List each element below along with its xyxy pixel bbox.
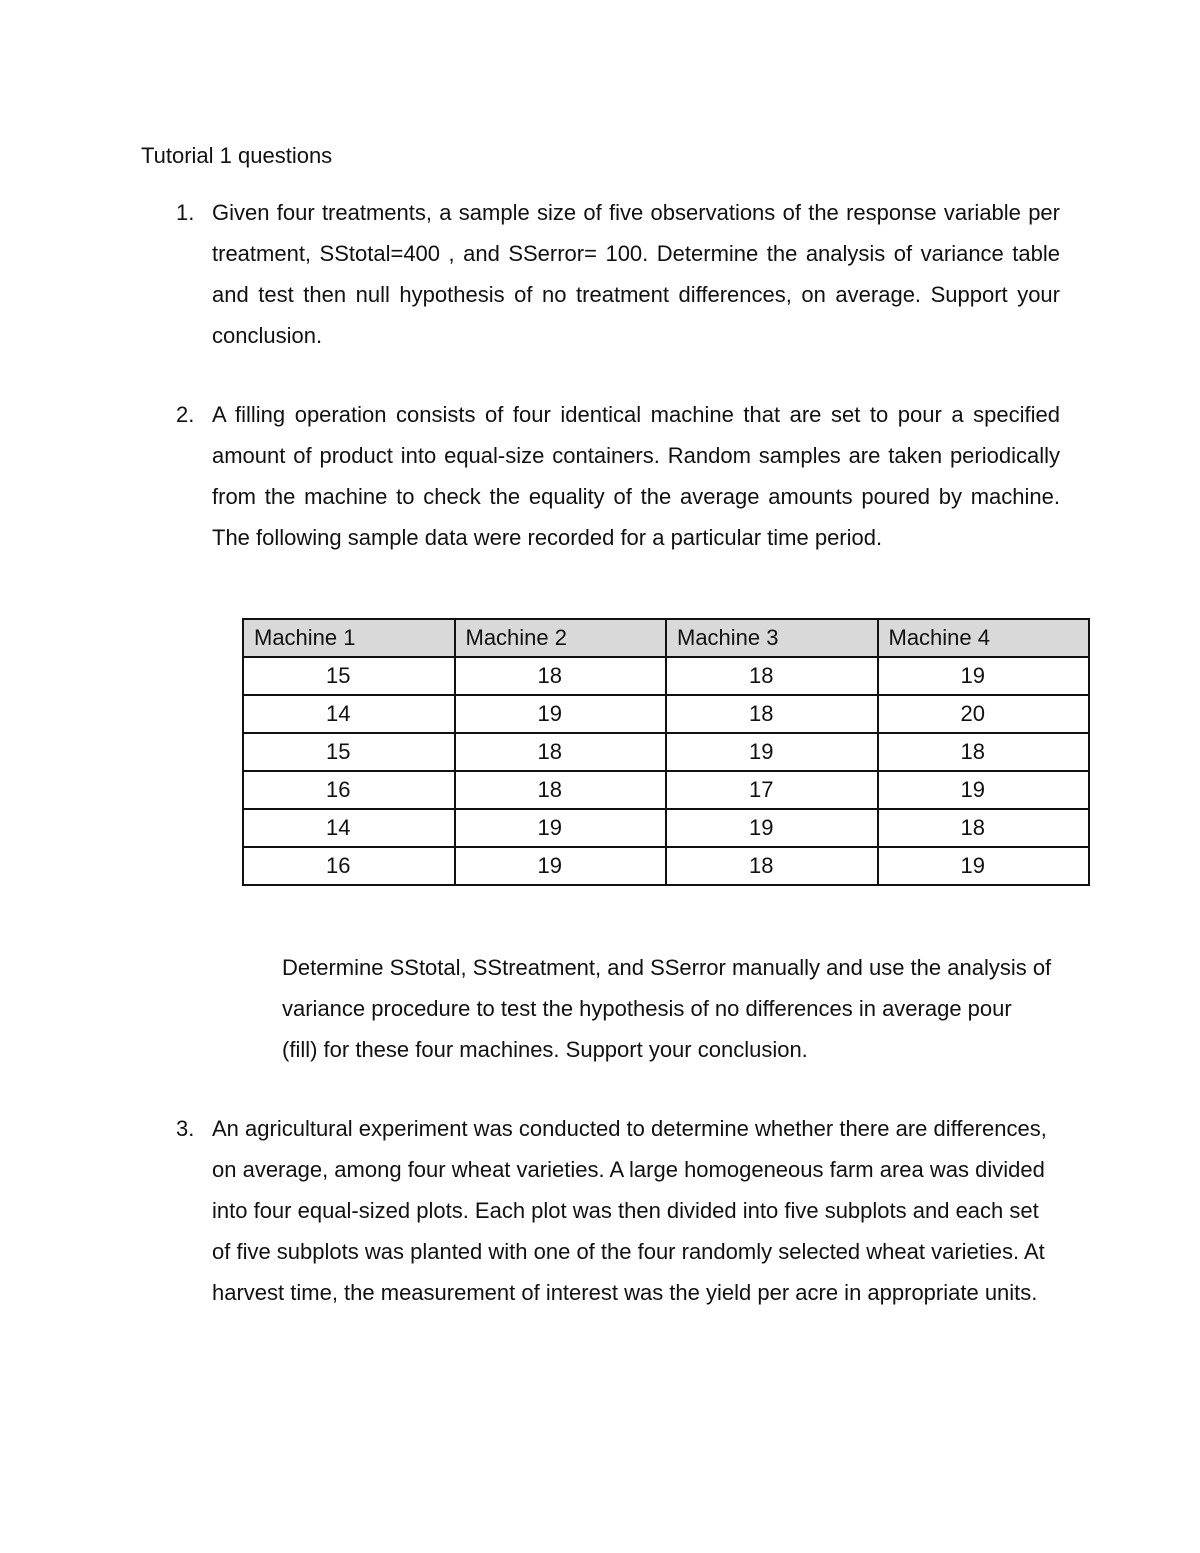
question-2 — [170, 394, 1060, 558]
table-header-cell: Machine 2 — [455, 619, 667, 657]
table-cell: 18 — [455, 733, 667, 771]
table-row — [243, 733, 1089, 771]
table-cell: 16 — [243, 771, 455, 809]
table-row — [243, 657, 1089, 695]
table-header-cell: Machine 3 — [666, 619, 878, 657]
machine-data-table — [242, 618, 1090, 886]
table-cell: 18 — [878, 733, 1090, 771]
table-cell: 19 — [878, 847, 1090, 885]
table-header-cell: Machine 1 — [243, 619, 455, 657]
table-cell: 19 — [455, 809, 667, 847]
table-cell: 18 — [455, 657, 667, 695]
table-cell: 15 — [243, 733, 455, 771]
table-cell: 18 — [666, 847, 878, 885]
question-2-followup-text: Determine SStotal, SStreatment, and SSerror manually and use the analysis of variance procedure to test the hypothesis of no differences in average pour (fill) for these four machines. Support your conclusion. — [282, 955, 1052, 1062]
table-header-row — [243, 619, 1089, 657]
table-row — [243, 771, 1089, 809]
document-title: Tutorial 1 questions — [141, 143, 333, 168]
table-cell: 18 — [666, 657, 878, 695]
table-cell: 18 — [666, 695, 878, 733]
question-3 — [170, 1108, 1060, 1313]
table-cell: 16 — [243, 847, 455, 885]
table-cell: 14 — [243, 809, 455, 847]
question-1 — [170, 192, 1060, 356]
table-cell: 19 — [666, 809, 878, 847]
table-cell: 19 — [455, 847, 667, 885]
question-2-number: 2. — [176, 402, 195, 427]
question-1-text: Given four treatments, a sample size of five observations of the response variable per treatment, SStotal=400 , and SSerror= 100. Determine the analysis of variance table and test then null hypothesis of no treatment differences, on average. Support your conclusion. — [212, 200, 1060, 348]
table-header-cell: Machine 4 — [878, 619, 1090, 657]
question-3-text: An agricultural experiment was conducted to determine whether there are differences, on average, among four wheat varieties. A large homogeneous farm area was divided into four equal-sized plots. Each plot was then divided into five subplots and each set of five subplots was planted with one of the four randomly selected wheat varieties. At harvest time, the measurement of interest was the yield per acre in appropriate units. — [212, 1116, 1047, 1305]
question-3-number: 3. — [176, 1116, 195, 1141]
question-2-text: A filling operation consists of four identical machine that are set to pour a specified amount of product into equal-size containers. Random samples are taken periodically from the machine to check the equality of the average amounts poured by machine. The following sample data were recorded for a particular time period. — [212, 402, 1060, 550]
table-cell: 20 — [878, 695, 1090, 733]
table-cell: 18 — [878, 809, 1090, 847]
question-1-number: 1. — [176, 200, 195, 225]
table-row — [243, 695, 1089, 733]
table-row — [243, 847, 1089, 885]
table-cell: 19 — [455, 695, 667, 733]
table-cell: 18 — [455, 771, 667, 809]
table-cell: 14 — [243, 695, 455, 733]
table-row — [243, 809, 1089, 847]
table-cell: 19 — [666, 733, 878, 771]
table-cell: 19 — [878, 657, 1090, 695]
table-cell: 19 — [878, 771, 1090, 809]
table-cell: 15 — [243, 657, 455, 695]
table-cell: 17 — [666, 771, 878, 809]
